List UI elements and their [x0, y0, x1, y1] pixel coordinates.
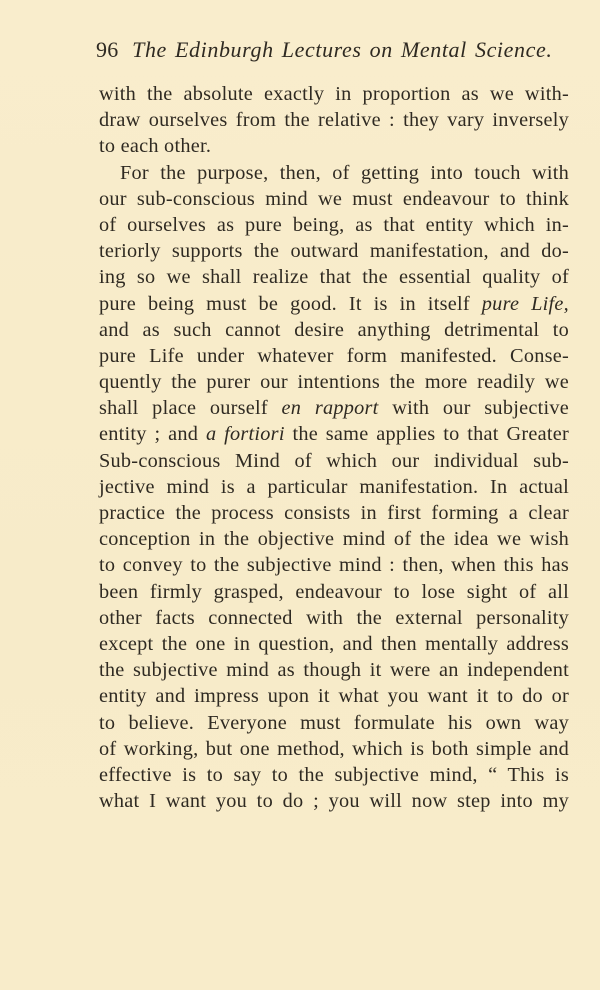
text-segment: ing so we shall realize that the essential quality of — [99, 266, 569, 289]
text-line — [99, 736, 569, 762]
text-line — [99, 421, 569, 447]
text-segment: entity ; and — [99, 423, 206, 446]
text-segment: to each other. — [99, 135, 212, 158]
text-segment: practice the process consists in first forming a clear — [99, 502, 569, 524]
text-line — [99, 710, 569, 736]
text-segment: except the one in question, and then mentally address — [99, 632, 569, 655]
text-segment: conception in the objective mind of the idea we wish — [99, 528, 569, 551]
text-line — [99, 212, 569, 238]
text-segment: of working, but one method, which is both simple and — [99, 737, 569, 760]
italic-phrase: en rapport — [281, 397, 379, 420]
text-line — [99, 526, 569, 552]
italic-phrase: a fortiori — [205, 423, 285, 446]
text-line — [99, 369, 569, 395]
text-segment: effective is to say to the subjective mind, “ This is — [99, 763, 569, 786]
text-line — [99, 133, 569, 159]
text-segment: our sub-conscious mind we must endeavour to think — [99, 187, 569, 210]
text-segment: to believe. Everyone must formulate his own way — [99, 711, 569, 734]
text-segment: with our subjective — [378, 397, 570, 420]
text-line — [99, 605, 569, 631]
text-line — [99, 448, 569, 474]
italic-phrase: pure Life, — [481, 292, 569, 315]
text-segment: and as such cannot desire anything detrimental to — [99, 318, 569, 341]
running-title: The Edinburgh Lectures on Mental Science. — [132, 37, 553, 62]
text-line — [99, 317, 569, 343]
text-segment: of ourselves as pure being, as that entity which in- — [99, 213, 569, 236]
body-text — [99, 81, 569, 814]
text-segment: pure Life under whatever form manifested. Conse- — [99, 344, 569, 367]
text-line — [99, 264, 569, 290]
text-line — [99, 107, 569, 133]
text-line — [99, 291, 569, 317]
text-segment: pure being must be good. It is in itself — [99, 292, 482, 315]
text-line — [99, 762, 569, 788]
text-segment: to convey to the subjective mind : then, when this has — [99, 554, 569, 577]
text-line — [99, 657, 569, 683]
text-line — [99, 683, 569, 709]
paragraph — [99, 160, 569, 815]
page-number: 96 — [96, 37, 119, 62]
text-segment: been firmly grasped, endeavour to lose sight of all — [99, 580, 569, 603]
text-line — [99, 160, 569, 186]
text-line — [99, 238, 569, 264]
text-segment: other facts connected with the external personality — [99, 606, 569, 629]
text-segment: entity and impress upon it what you want it to do or — [99, 685, 569, 708]
text-segment: the same applies to that Greater — [284, 423, 569, 446]
text-segment: the subjective mind as though it were an independent — [99, 659, 569, 682]
text-line — [99, 579, 569, 605]
text-line — [99, 395, 569, 421]
text-segment: teriorly supports the outward manifestation, and do- — [99, 240, 569, 263]
running-header — [96, 36, 566, 64]
text-line — [99, 631, 569, 657]
text-line — [99, 500, 569, 526]
text-line — [99, 81, 569, 107]
text-line — [99, 186, 569, 212]
paragraph — [99, 81, 569, 160]
text-segment: draw ourselves from the relative : they vary inversely — [99, 109, 569, 132]
text-segment: with the absolute exactly in proportion as we with- — [99, 83, 569, 105]
text-segment: For the purpose, then, of getting into touch with — [120, 161, 569, 184]
text-line — [99, 552, 569, 578]
text-line — [99, 343, 569, 369]
text-segment: what I want you to do ; you will now step into my — [99, 790, 569, 813]
text-line — [99, 788, 569, 814]
text-segment: jective mind is a particular manifestation. In actual — [99, 475, 569, 498]
text-segment: Sub-conscious Mind of which our individual sub- — [99, 449, 569, 472]
text-segment: quently the purer our intentions the more readily we — [99, 371, 569, 394]
text-line — [99, 474, 569, 500]
text-segment: shall place ourself — [99, 397, 282, 420]
